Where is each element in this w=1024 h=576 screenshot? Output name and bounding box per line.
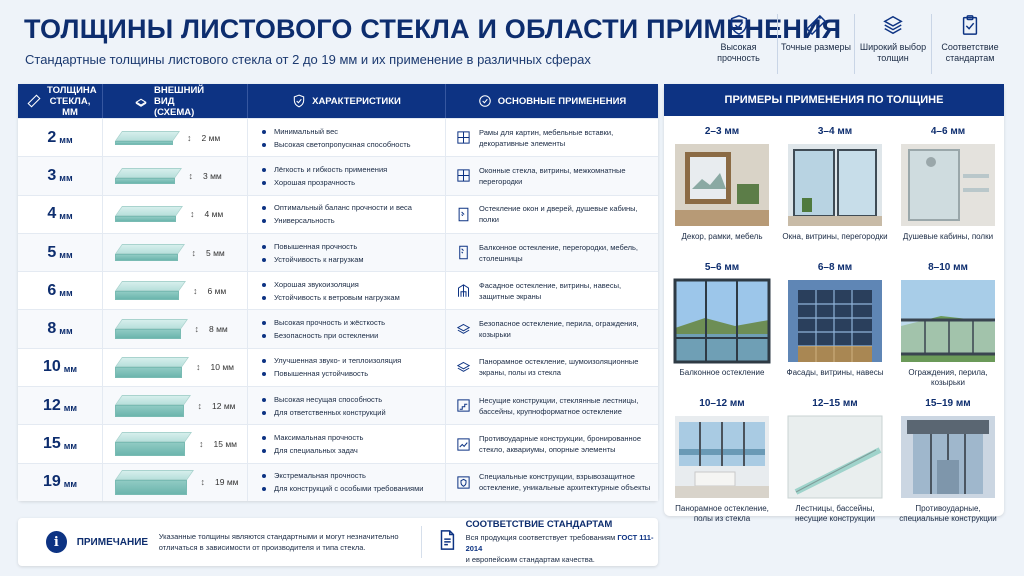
thickness-cell [18,272,103,309]
glass-sheet-diagram [115,206,176,222]
characteristics-cell [248,349,446,386]
characteristics-cell [248,425,446,462]
characteristic-item: Высокая светопропускная способность [262,140,411,149]
example-card [780,126,890,242]
characteristic-item: Для ответственных конструкций [262,408,386,417]
feature-standards [931,14,1008,74]
thickness-value: 15 [42,435,61,453]
layers-icon [882,14,904,36]
page-title: ТОЛЩИНЫ ЛИСТОВОГО СТЕКЛА И ОБЛАСТИ ПРИМЕНЕНИЯ [24,14,842,44]
glass-sheet-diagram [115,395,184,417]
characteristic-item: Хорошая звукоизоляция [262,280,359,289]
header-thickness [18,84,103,118]
example-caption: Балконное остекление [679,368,765,377]
example-caption: Фасады, витрины, навесы [786,368,884,377]
glass-sheet-diagram [115,244,178,262]
thickness-mm-label: 8 мм [209,324,228,335]
characteristics-cell [248,310,446,347]
glass-sheet-diagram [115,432,185,456]
window-icon [456,168,471,183]
example-range: 12–15 мм [812,398,858,409]
stairs-icon [456,398,471,413]
thickness-arrow-icon: ↕ [196,362,201,373]
layers-icon [456,360,471,375]
characteristic-item: Улучшенная звуко- и теплоизоляция [262,356,401,365]
header-schema-label: ВНЕШНИЙ ВИД (СХЕМА) [154,84,205,118]
characteristic-item: Оптимальный баланс прочности и веса [262,203,412,212]
clipboard-check-icon [959,14,981,36]
applications-cell [446,119,658,156]
schema-cell [103,119,248,156]
schema-cell [103,234,248,271]
example-caption: Лестницы, бассейны, несущие конструкции [794,504,876,523]
thickness-value: 19 [42,473,61,491]
thickness-mm-label: 19 мм [215,477,239,488]
example-range: 5–6 мм [704,262,740,273]
check-circle-icon [478,94,492,108]
characteristics-cell [248,464,446,501]
application-text: Оконные стекла, витрины, межкомнатные перегородки [479,165,626,186]
characteristics-cell [248,234,446,271]
thickness-mm-label: 2 мм [201,132,221,143]
door-icon [456,207,471,222]
header-applications [446,84,658,118]
characteristic-item: Для специальных задач [262,446,358,455]
feature-label: Широкий выбор толщин [859,42,927,63]
standards-gost: ГОСТ 111-2014 [465,533,654,553]
table-header [18,84,658,118]
example-card [667,398,777,524]
thickness-cell [18,425,103,462]
footer [18,518,658,566]
example-caption: Противоударные, специальные конструкции [899,504,997,523]
shower-photo [901,144,995,226]
thickness-arrow-icon: ↕ [191,247,196,258]
thickness-value: 2 [47,128,57,146]
characteristic-item: Экстремальная прочность [262,471,366,480]
schema-cell [103,157,248,194]
standards-text-before: Вся продукция соответствует требованиям [465,533,616,542]
building-photo [901,416,995,498]
table-row [18,309,658,347]
characteristic-item: Универсальность [262,216,335,225]
header-applications-label: ОСНОВНЫЕ ПРИМЕНЕНИЯ [497,95,627,107]
thickness-value: 4 [47,205,57,223]
glass-icon [134,94,148,108]
feature-choice [854,14,931,74]
divider [421,526,422,558]
application-text: Безопасное остекление, перила, ограждения, козырьки [479,319,639,340]
characteristics-cell [248,119,446,156]
example-range: 10–12 мм [699,398,745,409]
header-thickness-label: ТОЛЩИНА СТЕКЛА, ММ [47,84,97,118]
standards-block [466,519,658,565]
applications-cell [446,464,658,501]
application-text: Рамы для картин, мебельные вставки, декоративные элементы [479,127,614,148]
table-body [18,118,658,501]
characteristic-item: Высокая прочность и жёсткость [262,318,385,327]
characteristics-cell [248,157,446,194]
thickness-arrow-icon: ↕ [200,477,205,488]
characteristic-item: Безопасность при остеклении [262,331,378,340]
picture-frame-photo [675,144,769,226]
example-range: 15–19 мм [925,398,971,409]
application-text: Противоударные конструкции, бронированное стекло, аквариумы, опорные элементы [479,434,642,455]
thickness-table [18,84,658,501]
applications-cell [446,157,658,194]
thickness-value: 8 [47,320,57,338]
thickness-mm-label: 10 мм [210,362,235,373]
thickness-arrow-icon: ↕ [193,285,198,296]
feature-label: Соответствие стандартам [941,42,999,63]
characteristics-cell [248,196,446,233]
example-caption: Панорамное остекление, полы из стекла [675,504,769,523]
thickness-unit: мм [59,211,73,222]
example-card [667,262,777,378]
example-caption: Ограждения, перила, козырьки [908,368,988,387]
ruler-icon [805,14,827,36]
thickness-mm-label: 12 мм [212,400,236,411]
characteristic-item: Устойчивость к нагрузкам [262,255,364,264]
thickness-cell [18,157,103,194]
thickness-value: 12 [42,396,61,414]
railing-photo [901,280,995,362]
panel-icon [456,245,471,260]
balcony-photo [675,280,769,362]
applications-cell [446,272,658,309]
schema-cell [103,272,248,309]
thickness-cell [18,196,103,233]
examples-panel [664,84,1004,523]
glass-sheet-diagram [115,357,182,378]
example-card [893,398,1003,524]
applications-cell [446,196,658,233]
note-text: Указанные толщины являются стандартными и могут незначительно отличаться в зависимости от производителя и типа стекла. [158,532,399,552]
table-row [18,271,658,309]
thickness-mm-label: 6 мм [207,285,227,296]
example-card [780,398,890,524]
example-range: 6–8 мм [817,262,853,273]
thickness-mm-label: 15 мм [213,439,238,450]
glass-sheet-diagram [115,168,175,183]
certificate-icon [436,529,458,556]
characteristic-item: Минимальный вес [262,127,338,136]
thickness-cell [18,387,103,424]
table-row [18,118,658,156]
application-text: Специальные конструкции, взрывозащитное остекление, уникальные архитектурные объекты [479,472,651,493]
characteristic-item: Хорошая прозрачность [262,178,355,187]
feature-label: Точные размеры [781,42,851,52]
example-caption: Душевые кабины, полки [902,232,994,241]
application-text: Остекление окон и дверей, душевые кабины, полки [479,204,638,225]
frame-icon [456,130,471,145]
thickness-mm-label: 4 мм [204,209,224,220]
thickness-value: 6 [47,281,57,299]
thickness-arrow-icon: ↕ [188,170,193,181]
characteristic-item: Для конструкций с особыми требованиями [262,484,423,493]
glass-sheet-diagram [115,319,181,339]
example-caption: Окна, витрины, перегородки [782,232,888,241]
example-card [780,262,890,378]
example-range: 8–10 мм [928,262,968,273]
application-text: Несущие конструкции, стеклянные лестницы, бассейны, крупноформатное остекление [479,395,639,416]
shield-icon [456,475,471,490]
application-text: Балконное остекление, перегородки, мебель, столешницы [479,242,638,263]
thickness-cell [18,234,103,271]
applications-cell [446,234,658,271]
table-row [18,348,658,386]
facade-icon [456,283,471,298]
table-row [18,233,658,271]
example-range: 2–3 мм [704,126,740,137]
application-text: Фасадное остекление, витрины, навесы, защитные экраны [479,280,622,301]
page-subtitle: Стандартные толщины листового стекла от 2 до 19 мм и их применение в различных сферах [25,52,591,67]
stairs-photo [788,416,882,498]
ruler-icon [27,94,41,108]
info-icon: i [46,531,67,553]
feature-label: Высокая прочность [717,42,760,63]
thickness-unit: мм [59,249,73,260]
thickness-cell [18,310,103,347]
thickness-arrow-icon: ↕ [190,209,195,220]
example-caption: Декор, рамки, мебель [681,232,763,241]
layers-icon [456,322,471,337]
example-range: 3–4 мм [817,126,853,137]
characteristic-item: Лёгкость и гибкость применения [262,165,387,174]
thickness-unit: мм [63,402,78,413]
features-bar [700,14,1010,74]
thickness-mm-label: 3 мм [203,170,222,181]
characteristic-item: Высокая несущая способность [262,395,382,404]
header-schema [103,84,248,118]
thickness-unit: мм [59,326,73,337]
characteristics-cell [248,272,446,309]
thickness-unit: мм [63,479,78,490]
header-characteristics [248,84,446,118]
schema-cell [103,310,248,347]
table-row [18,424,658,462]
characteristics-cell [248,387,446,424]
shield-check-icon [292,94,306,108]
application-text: Панорамное остекление, шумоизоляционные экраны, полы из стекла [479,357,639,378]
applications-cell [446,310,658,347]
example-range: 4–6 мм [930,126,966,137]
thickness-unit: мм [59,134,73,145]
thickness-value: 5 [47,243,57,261]
note-title: ПРИМЕЧАНИЕ [76,536,149,548]
characteristic-item: Устойчивость к ветровым нагрузкам [262,293,400,302]
facade-photo [788,280,882,362]
thickness-unit: мм [63,441,78,452]
thickness-cell [18,349,103,386]
table-row [18,386,658,424]
table-row [18,195,658,233]
characteristic-item: Повышенная прочность [262,242,357,251]
schema-cell [103,349,248,386]
glass-sheet-diagram [115,281,179,300]
windows-photo [788,144,882,226]
thickness-arrow-icon: ↕ [197,400,202,411]
applications-cell [446,387,658,424]
thickness-value: 10 [42,358,61,376]
thickness-value: 3 [47,166,57,184]
example-card [667,126,777,242]
thickness-arrow-icon: ↕ [199,439,204,450]
thickness-cell [18,119,103,156]
characteristic-item: Повышенная устойчивость [262,369,368,378]
feature-precision [777,14,854,74]
thickness-cell [18,464,103,501]
header-characteristics-label: ХАРАКТЕРИСТИКИ [312,95,401,107]
thickness-unit: мм [59,172,73,183]
schema-cell [103,464,248,501]
panorama-photo [675,416,769,498]
thickness-mm-label: 5 мм [206,247,225,258]
example-card [893,262,1003,388]
table-row [18,463,658,501]
standards-title: СООТВЕТСТВИЕ СТАНДАРТАМ [465,519,613,530]
standards-text [466,532,658,565]
glass-sheet-diagram [115,470,187,495]
example-card [893,126,1003,242]
thickness-unit: мм [59,287,73,298]
standards-text-after: и европейским стандартам качества. [465,555,595,564]
schema-cell [103,196,248,233]
feature-strength [700,14,777,74]
shatter-icon [456,437,471,452]
thickness-unit: мм [63,364,78,375]
schema-cell [103,387,248,424]
thickness-arrow-icon: ↕ [194,324,199,335]
applications-cell [446,349,658,386]
shield-check-icon [728,14,750,36]
examples-title: ПРИМЕРЫ ПРИМЕНЕНИЯ ПО ТОЛЩИНЕ [664,84,1004,116]
table-row [18,156,658,194]
applications-cell [446,425,658,462]
glass-sheet-diagram [115,131,173,145]
characteristic-item: Максимальная прочность [262,433,363,442]
thickness-arrow-icon: ↕ [187,132,192,143]
schema-cell [103,425,248,462]
